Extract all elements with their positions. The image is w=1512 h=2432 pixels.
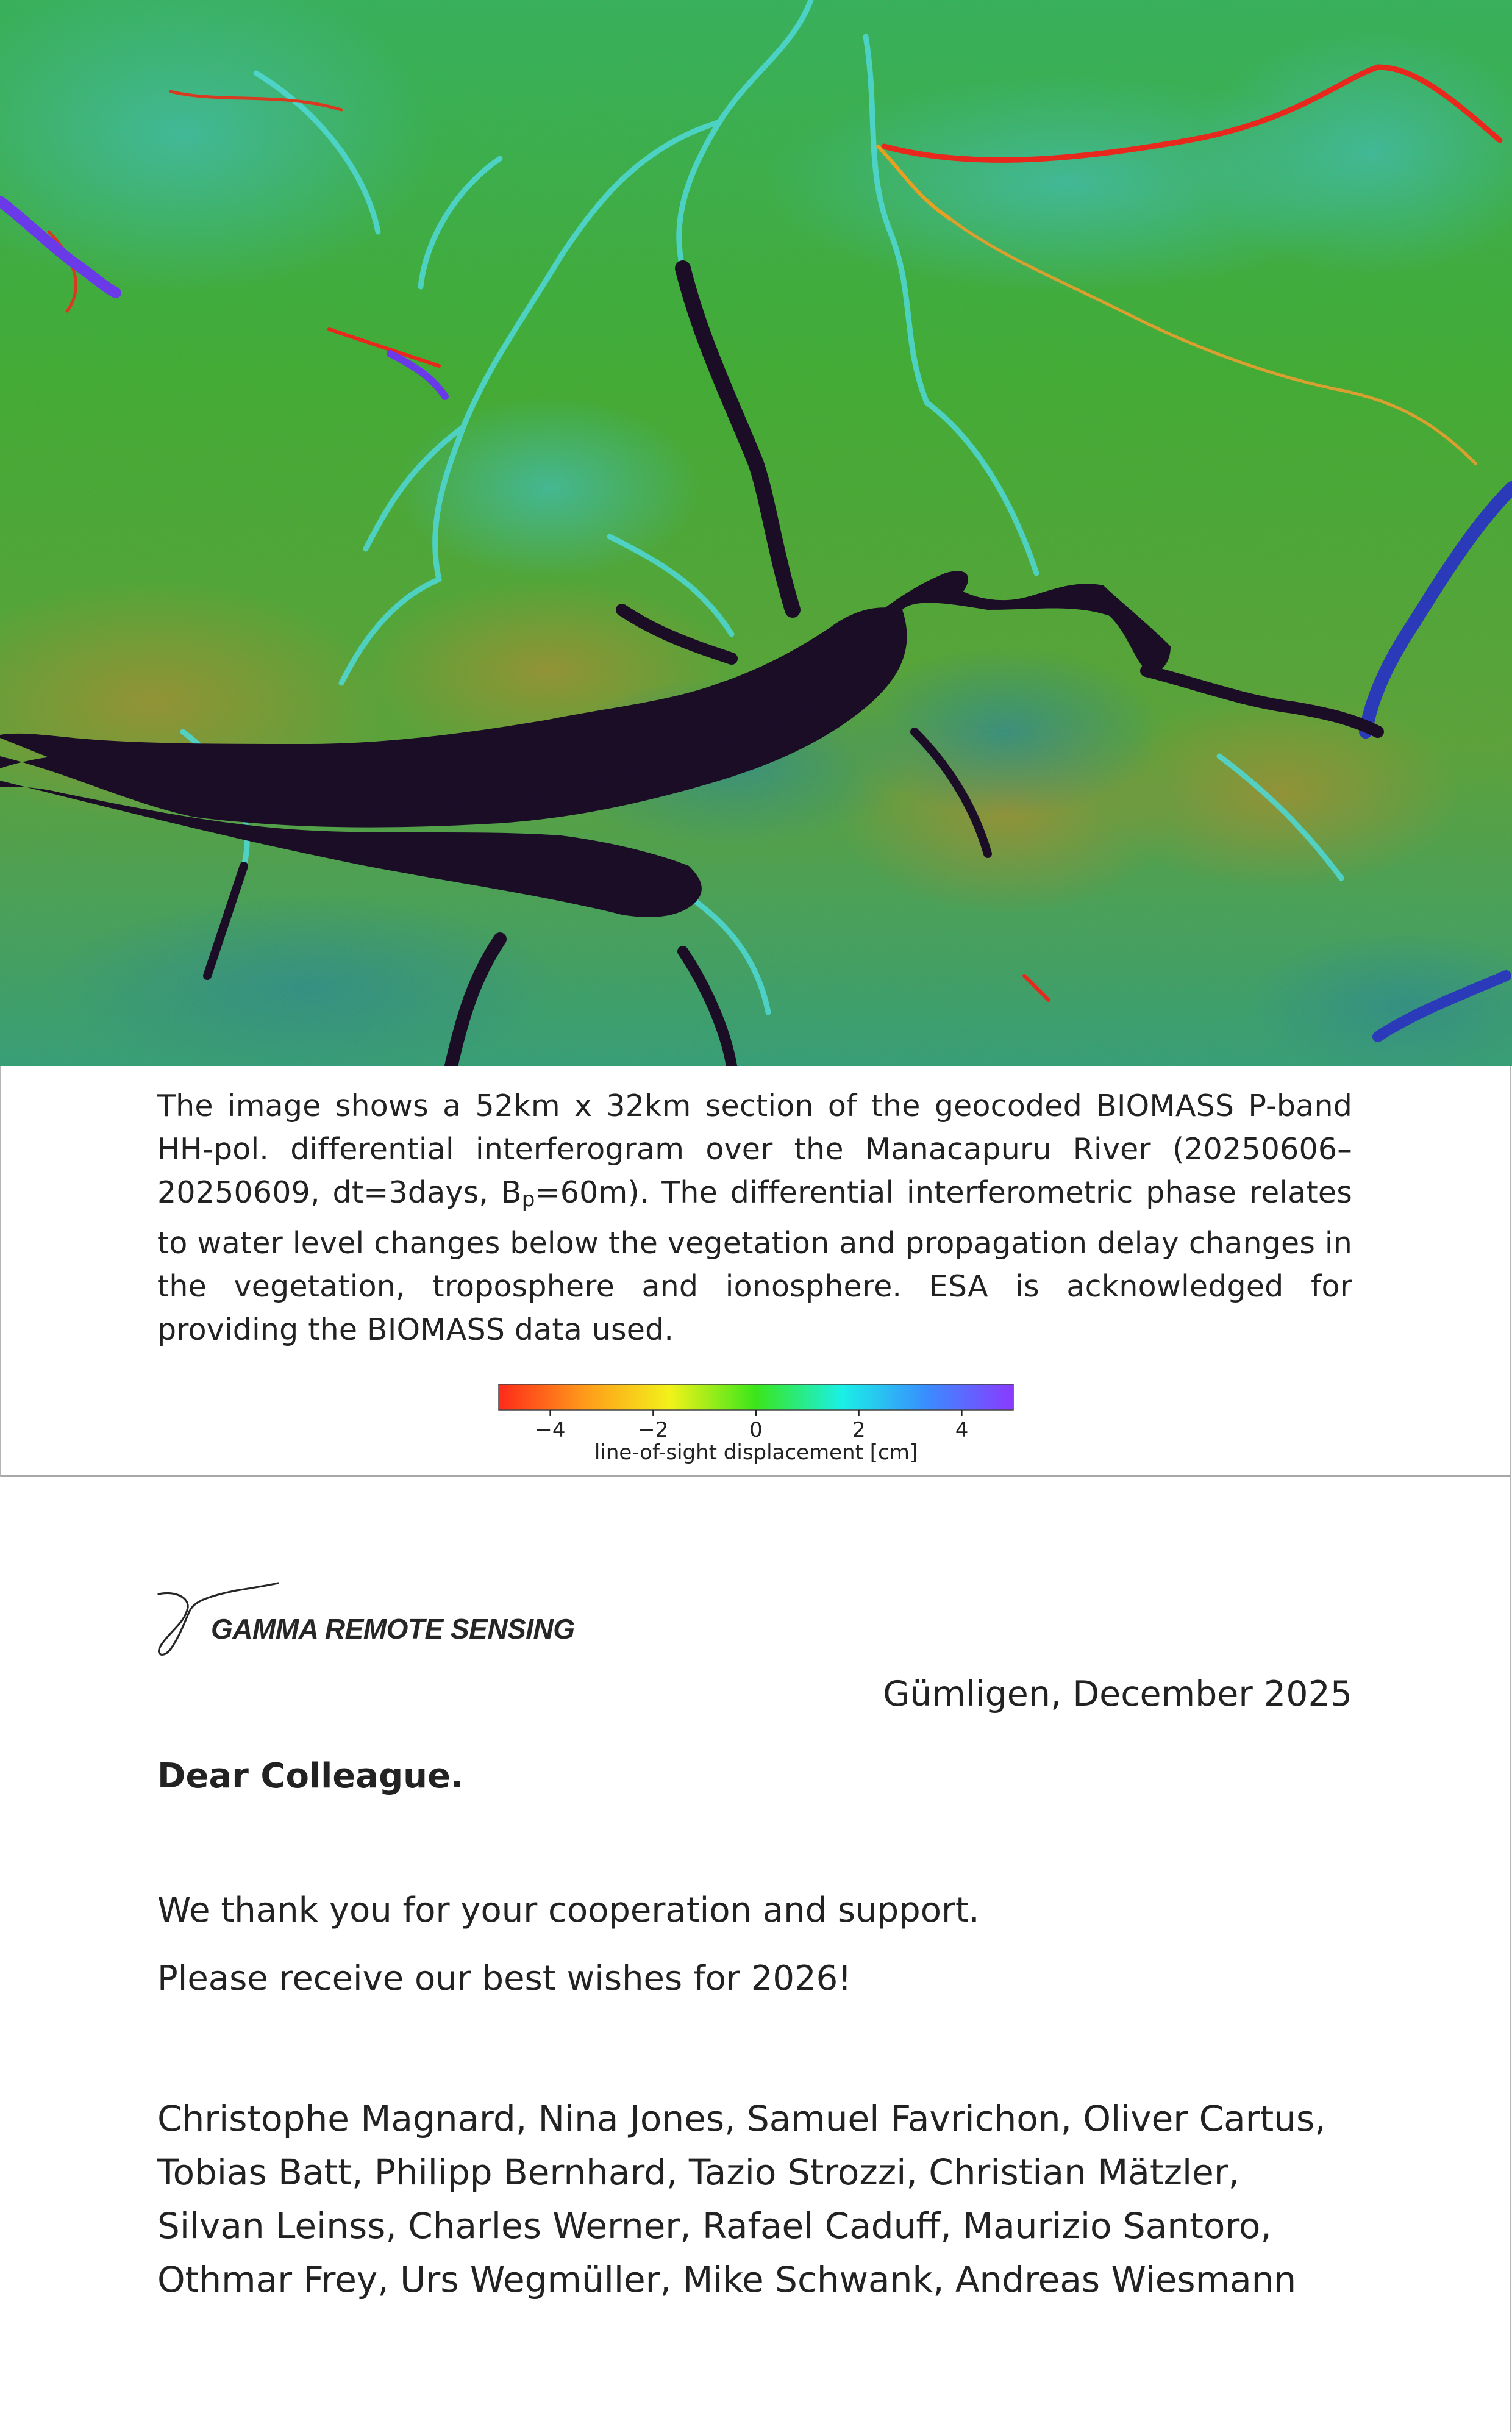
colorbar-gradient-bar (499, 1384, 1013, 1410)
colorbar-graphic (488, 1379, 1024, 1440)
logo-text: GAMMA REMOTE SENSING (211, 1613, 575, 1645)
interferogram-image (0, 0, 1512, 1066)
signatories-line: Christophe Magnard, Nina Jones, Samuel Favrichon, Oliver Cartus, (157, 2098, 1326, 2139)
colorbar (488, 1379, 1024, 1477)
salutation: Dear Colleague. (157, 1756, 464, 1796)
signatories-line: Tobias Batt, Philipp Bernhard, Tazio Strozzi, Christian Mätzler, (157, 2151, 1240, 2193)
colorbar-axis-label: line-of-sight displacement [cm] (594, 1440, 918, 1465)
wishes-line: Please receive our best wishes for 2026! (157, 1959, 852, 1998)
signatories-line: Silvan Leinss, Charles Werner, Rafael Caduff, Maurizio Santoro, (157, 2205, 1272, 2247)
colorbar-tick-label: −2 (638, 1418, 669, 1440)
signatories (157, 2092, 1401, 2306)
thanks-line: We thank you for your cooperation and support. (157, 1890, 980, 1930)
colorbar-tick-label: −4 (535, 1418, 566, 1440)
image-caption: The image shows a 52km x 32km section of the geocoded BIOMASS P-band HH-pol. differential interferogram over the Manacapuru River (20250606–20250609, dt=3days, $B_p=60m$). The differential interferometric phase relates to water level changes below the vegetation and propagation delay changes in the vegetation, troposphere and ionosphere. ESA is acknowledged for providing the BIOMASS data used. (157, 1089, 1352, 1347)
colorbar-tick-label: 0 (749, 1418, 763, 1440)
colorbar-tick-label: 4 (955, 1418, 969, 1440)
signatories-line: Othmar Frey, Urs Wegmüller, Mike Schwank, Andreas Wiesmann (157, 2259, 1297, 2300)
caption-subscript: p (521, 1187, 535, 1212)
colorbar-tick-label: 2 (852, 1418, 866, 1440)
dateline: Gümligen, December 2025 (883, 1674, 1352, 1714)
